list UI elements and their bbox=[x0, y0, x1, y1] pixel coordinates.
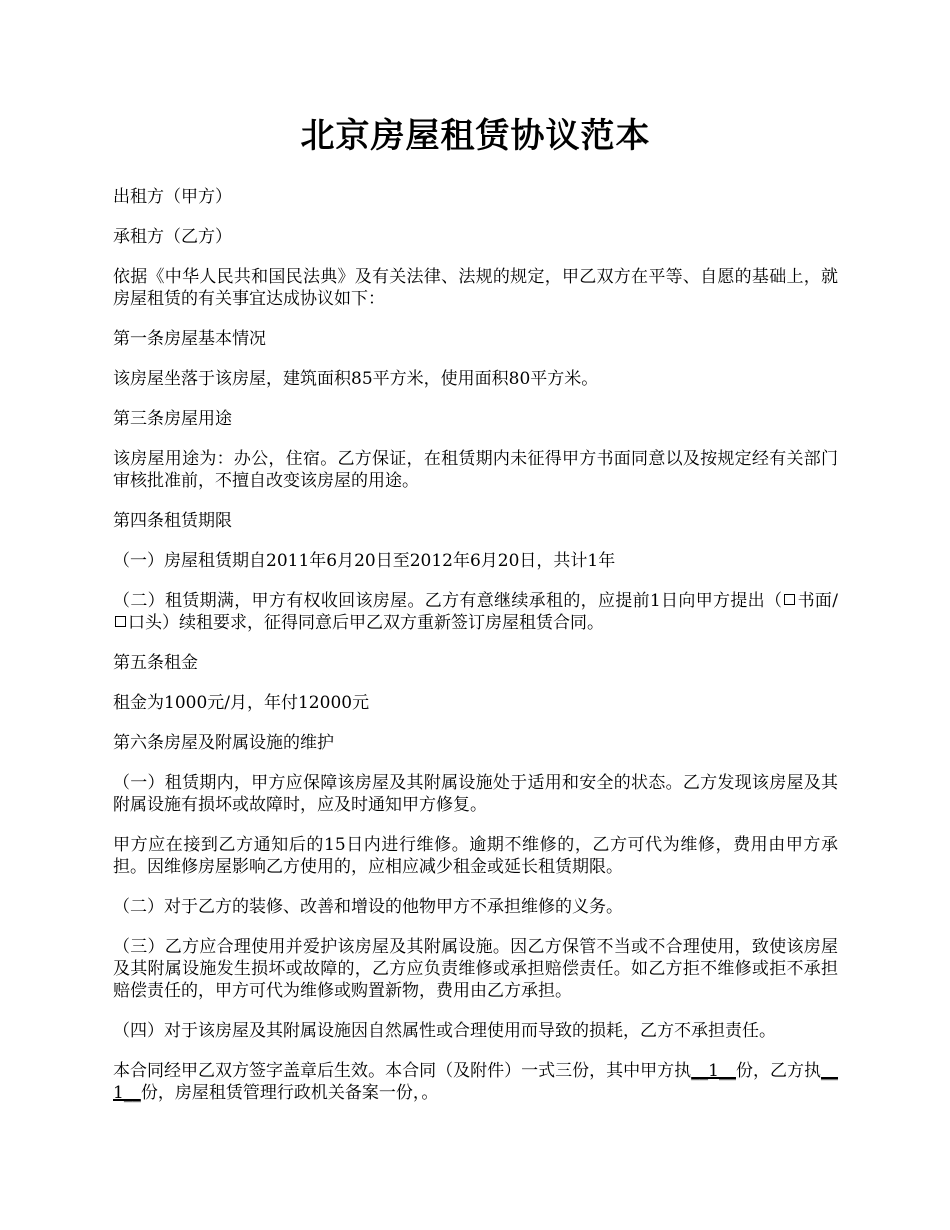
checkbox-verbal-icon bbox=[115, 616, 126, 627]
article-6-item-1-continued: 甲方应在接到乙方通知后的15日内进行维修。逾期不维修的，乙方可代为维修，费用由甲方承担。因维修房屋影响乙方使用的，应相应减少租金或延长租赁期限。 bbox=[113, 835, 838, 877]
article-6-item-1: （一）租赁期内，甲方应保障该房屋及其附属设施处于适用和安全的状态。乙方发现该房屋及其附属设施有损坏或故障时，应及时通知甲方修复。 bbox=[113, 773, 838, 815]
article-4-item-2-rest: 口头）续租要求，征得同意后甲乙双方重新签订房屋租赁合同。 bbox=[128, 613, 604, 633]
article-4-item-2 bbox=[113, 590, 838, 634]
copies-lessor-blank: __1__ bbox=[691, 1061, 736, 1081]
article-4-heading: 第四条租赁期限 bbox=[113, 511, 232, 531]
effectiveness-text-end: 份，房屋租赁管理行政机关备案一份，。 bbox=[140, 1083, 439, 1103]
legal-basis-paragraph: 依据《中华人民共和国民法典》及有关法律、法规的规定，甲乙双方在平等、自愿的基础上，就房屋租赁的有关事宜达成协议如下： bbox=[113, 267, 838, 309]
copies-lessee-blank: __1__ bbox=[113, 1061, 839, 1103]
article-1-body: 该房屋坐落于该房屋，建筑面积85平方米，使用面积80平方米。 bbox=[113, 369, 599, 389]
article-4-item-1: （一）房屋租赁期自2011年6月20日至2012年6月20日，共计1年 bbox=[113, 551, 616, 571]
checkbox-written-icon bbox=[784, 594, 795, 605]
document-title: 北京房屋租赁协议范本 bbox=[300, 116, 651, 156]
article-6-item-3: （三）乙方应合理使用并爱护该房屋及其附属设施。因乙方保管不当或不合理使用，致使该房屋及其附属设施发生损坏或故障的，乙方应负责维修或承担赔偿责任。如乙方拒不维修或拒不承担赔偿责任的，甲方可代为维修或购置新物，费用由乙方承担。 bbox=[113, 937, 838, 1001]
article-5-heading: 第五条租金 bbox=[113, 653, 198, 673]
effectiveness-text-mid: 份，乙方执 bbox=[735, 1061, 822, 1081]
lessor-line: 出租方（甲方） bbox=[113, 187, 232, 207]
article-3-heading: 第三条房屋用途 bbox=[113, 409, 232, 429]
article-3-body: 该房屋用途为：办公，住宿。乙方保证，在租赁期内未征得甲方书面同意以及按规定经有关部门审核批准前，不擅自改变该房屋的用途。 bbox=[113, 449, 838, 491]
article-6-heading: 第六条房屋及附属设施的维护 bbox=[113, 733, 334, 753]
lessee-line: 承租方（乙方） bbox=[113, 227, 232, 247]
article-6-item-4: （四）对于该房屋及其附属设施因自然属性或合理使用而导致的损耗，乙方不承担责任。 bbox=[113, 1021, 776, 1041]
effectiveness-text-start: 本合同经甲乙双方签字盖章后生效。本合同（及附件）一式三份，其中甲方执 bbox=[113, 1061, 692, 1081]
article-6-item-2: （二）对于乙方的装修、改善和增设的他物甲方不承担维修的义务。 bbox=[113, 897, 623, 917]
article-1-heading: 第一条房屋基本情况 bbox=[113, 329, 266, 349]
effectiveness-clause bbox=[113, 1060, 838, 1104]
article-5-body: 租金为1000元/月，年付12000元 bbox=[113, 693, 370, 713]
option-written-label: 书面/ bbox=[797, 591, 838, 611]
article-4-item-2-text: （二）租赁期满，甲方有权收回该房屋。乙方有意继续承租的，应提前1日向甲方提出（ bbox=[113, 591, 783, 611]
